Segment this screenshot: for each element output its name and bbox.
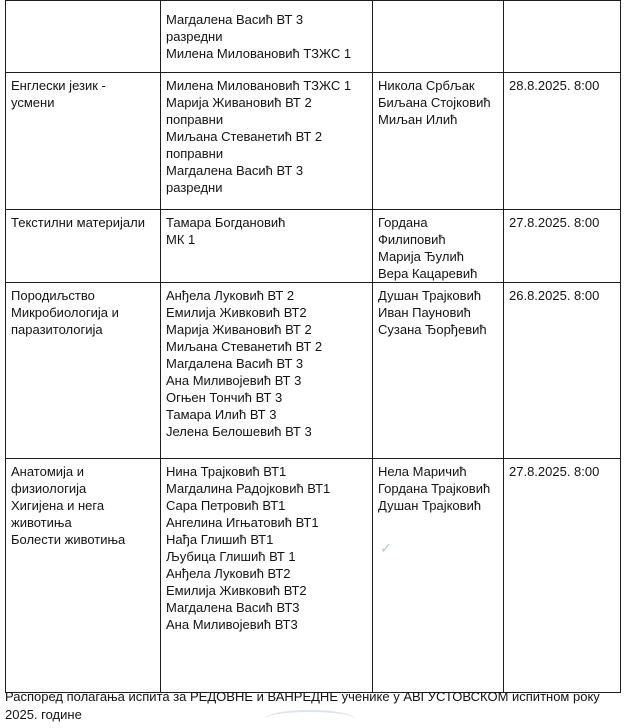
students-cell [161, 210, 373, 283]
subject-line: усмени [11, 95, 55, 110]
commission-cell [373, 1, 504, 73]
subject-cell [6, 283, 161, 459]
subject-cell [6, 1, 161, 73]
students-line: разредни [166, 180, 223, 195]
students-line: разредни [166, 29, 223, 44]
commission-line: Филиповић [378, 232, 446, 247]
students-line: Милена Миловановић ТЗЖС 1 [166, 46, 352, 61]
commission-line: Сузана Ђорђевић [378, 322, 487, 337]
commission-line: Вера Кацаревић [378, 266, 478, 281]
caption-line-2: 2025. године [5, 707, 82, 722]
commission-line: Гордана [378, 215, 428, 230]
exam-schedule-body [6, 1, 621, 693]
commission-cell [373, 210, 504, 283]
subject-cell [6, 210, 161, 283]
students-line: Миљана Стеванетић ВТ 2 [166, 129, 323, 144]
students-cell [161, 459, 373, 693]
students-line: Нина Трајковић ВТ1 [166, 464, 287, 479]
commission-line: Душан Трајковић [378, 498, 482, 513]
datetime-line: 28.8.2025. 8:00 [509, 78, 600, 93]
subject-line: Текстилни материјали [11, 215, 146, 230]
students-line: поправни [166, 112, 224, 127]
students-line: Љубица Глишић ВТ 1 [166, 549, 296, 564]
students-line: Ана Миливојевић ВТ3 [166, 617, 298, 632]
students-line: Нађа Глишић ВТ1 [166, 532, 274, 547]
subject-line: паразитологија [11, 322, 103, 337]
students-cell [161, 73, 373, 210]
commission-cell [373, 73, 504, 210]
subject-line: животиња [11, 515, 72, 530]
students-cell [161, 283, 373, 459]
datetime-cell [504, 210, 621, 283]
commission-cell [373, 283, 504, 459]
datetime-cell [504, 283, 621, 459]
subject-cell [6, 459, 161, 693]
students-line: Ангелина Игњатовић ВТ1 [166, 515, 319, 530]
students-line: МК 1 [166, 232, 196, 247]
caption-line-1: Распоред полагања испита за РЕДОВНЕ и ВАНРЕДНЕ ученике у АВГУСТОВСКОМ испитном року [5, 689, 600, 704]
stamp-watermark [265, 710, 355, 728]
students-line: Огњен Тончић ВТ 3 [166, 390, 283, 405]
datetime-cell [504, 73, 621, 210]
datetime-line: 27.8.2025. 8:00 [509, 464, 600, 479]
subject-line: физиологија [11, 481, 87, 496]
datetime-line: 27.8.2025. 8:00 [509, 215, 600, 230]
subject-line: Енглески језик - [11, 78, 106, 93]
commission-line: Марија Ђулић [378, 249, 464, 264]
students-line: Емилија Живковић ВТ2 [166, 583, 307, 598]
table-row [6, 73, 621, 210]
datetime-cell [504, 459, 621, 693]
students-line: Миљана Стеванетић ВТ 2 [166, 339, 323, 354]
students-cell [161, 1, 373, 73]
students-line: Марија Живановић ВТ 2 [166, 322, 312, 337]
commission-line: Биљана Стојковић [378, 95, 491, 110]
table-row [6, 459, 621, 693]
table-row [6, 1, 621, 73]
students-line: Магдалина Радојковић ВТ1 [166, 481, 331, 496]
students-line: Магдалена Васић ВТ 3 [166, 12, 304, 27]
students-line: Милена Миловановић ТЗЖС 1 [166, 78, 352, 93]
students-line: Ана Миливојевић ВТ 3 [166, 373, 302, 388]
table-row [6, 210, 621, 283]
commission-line: Иван Пауновић [378, 305, 471, 320]
students-line: Магдалена Васић ВТ 3 [166, 163, 304, 178]
commission-cell [373, 459, 504, 693]
datetime-line: 26.8.2025. 8:00 [509, 288, 600, 303]
datetime-cell [504, 1, 621, 73]
students-line: Марија Живановић ВТ 2 [166, 95, 312, 110]
subject-line: Анатомија и [11, 464, 85, 479]
subject-line: Хигијена и нега [11, 498, 105, 513]
students-line: Анђела Луковић ВТ2 [166, 566, 291, 581]
students-line: Тамара Богдановић [166, 215, 286, 230]
subject-cell [6, 73, 161, 210]
students-line: поправни [166, 146, 224, 161]
pen-mark: ✓ [380, 540, 392, 556]
commission-line: Нела Маричић [378, 464, 467, 479]
students-line: Јелена Белошевић ВТ 3 [166, 424, 312, 439]
subject-line: Микробиологија и [11, 305, 119, 320]
subject-line: Болести животиња [11, 532, 126, 547]
commission-line: Миљан Илић [378, 112, 458, 127]
students-line: Сара Петровић ВТ1 [166, 498, 286, 513]
students-line: Тамара Илић ВТ 3 [166, 407, 277, 422]
commission-line: Душан Трајковић [378, 288, 482, 303]
students-line: Магдалена Васић ВТ3 [166, 600, 300, 615]
students-line: Анђела Луковић ВТ 2 [166, 288, 295, 303]
commission-line: Никола Србљак [378, 78, 475, 93]
exam-schedule-table [5, 0, 621, 693]
table-row [6, 283, 621, 459]
students-line: Магдалена Васић ВТ 3 [166, 356, 304, 371]
students-line: Емилија Живковић ВТ2 [166, 305, 307, 320]
subject-line: Породиљство [11, 288, 95, 303]
commission-line: Гордана Трајковић [378, 481, 491, 496]
